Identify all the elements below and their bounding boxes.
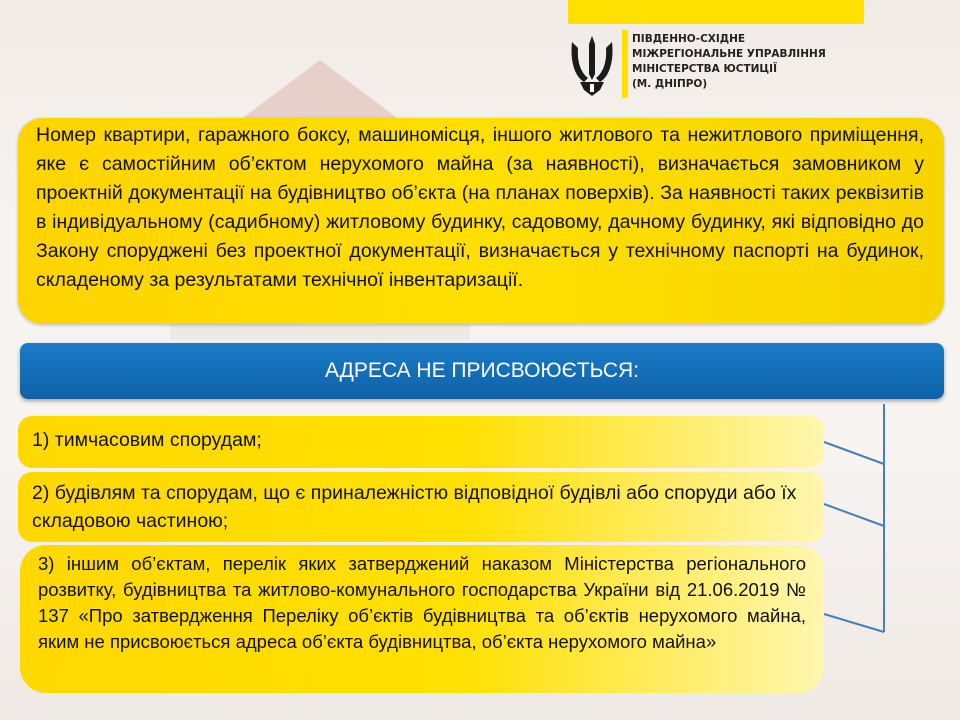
trident-coat-of-arms-icon <box>566 34 618 98</box>
ministry-logo <box>566 30 856 106</box>
ministry-name-line: ПІВДЕННО-СХІДНЕ <box>632 33 746 45</box>
logo-gold-strip <box>622 30 628 98</box>
top-accent-bar <box>568 0 864 24</box>
list-item-temporary-structures: 1) тимчасовим спорудам; <box>18 416 824 468</box>
info-text-box: Номер квартири, гаражного боксу, машиномісця, іншого житлового та нежитлового приміщення, яке є самостійним об’єктом нерухомого майна (за наявності), визначається замовником у проектній документації на будівництво об’єкта (на планах поверхів). За наявності таких реквізитів в індивідуальному (садибному) житловому будинку, садовому, дачному будинку, які відповідно до Закону споруджені без проектної документації, визначається у технічному паспорті на будинок, складеному за результатами технічної інвентаризації. <box>18 118 944 324</box>
ministry-name-line: (М. ДНІПРО) <box>632 78 708 90</box>
list-item-other-objects: 3) іншим об’єктам, перелік яких затверджений наказом Міністерства регіонального розвитку, будівництва та житлово-комунального господарства України від 21.06.2019 № 137 «Про затвердження Переліку об’єктів будівництва та об’єктів нерухомого майна, яким не присвоюється адреса об’єкта будівництва, об’єкта нерухомого майна» <box>20 545 824 693</box>
ministry-name-line: МІЖРЕГІОНАЛЬНЕ УПРАВЛІННЯ <box>632 48 826 60</box>
ministry-name-line: МІНІСТЕРСТВА ЮСТИЦІЇ <box>632 63 777 75</box>
section-banner-title: АДРЕСА НЕ ПРИСВОЮЄТЬСЯ: <box>20 343 944 399</box>
list-item-accessory-buildings: 2) будівлям та спорудам, що є приналежністю відповідної будівлі або споруди або їх складовою частиною; <box>18 472 824 542</box>
list-connector-lines <box>820 400 900 640</box>
ministry-name <box>632 32 862 92</box>
